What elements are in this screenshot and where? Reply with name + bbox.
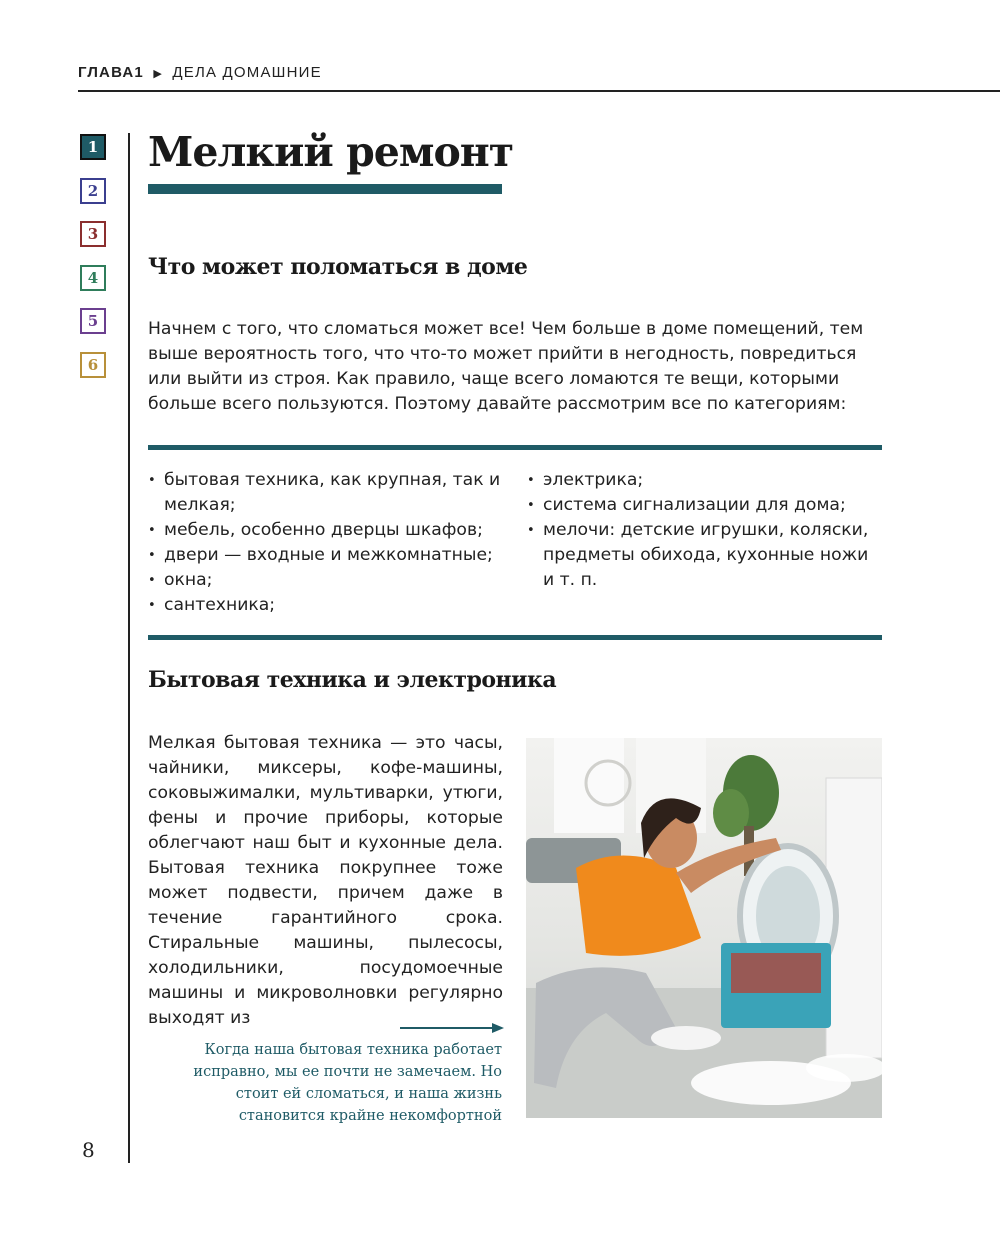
- chapter-nav-3[interactable]: 3: [80, 221, 106, 247]
- page-title: Мелкий ремонт: [148, 128, 514, 176]
- list-item: • система сигнализации для дома;: [527, 493, 882, 518]
- section-heading-breakage: Что может поломаться в доме: [148, 254, 528, 280]
- intro-paragraph: Начнем с того, что сломаться может все! Чем больше в доме помещений, тем выше вероятность того, что что-то может прийти в негодность, повредиться или выйти из строя. Как правило, чаще всего ломаются те вещи, которыми больше всего пользуются. Поэтому давайте рассмотрим все по категориям:: [148, 319, 864, 414]
- title-underline: [148, 184, 502, 194]
- page-number: 8: [82, 1138, 95, 1162]
- photo-caption: Когда наша бытовая техника работает исправно, мы ее почти не замечаем. Но стоит ей сломаться, и наша жизнь становится крайне некомфортной: [193, 1042, 502, 1124]
- header-divider: [78, 90, 1000, 92]
- chapter-nav-6[interactable]: 6: [80, 352, 106, 378]
- margin-divider: [128, 133, 130, 1163]
- chapter-nav-1[interactable]: 1: [80, 134, 106, 160]
- chapter-nav-5[interactable]: 5: [80, 308, 106, 334]
- list-bottom-divider: [148, 635, 882, 640]
- section-label: ДЕЛА ДОМАШНИЕ: [172, 64, 322, 81]
- chapter-nav-2[interactable]: 2: [80, 178, 106, 204]
- chapter-label: ГЛАВА1: [78, 64, 144, 81]
- caption-arrow-icon: [400, 1022, 504, 1034]
- category-list-right: [527, 468, 882, 593]
- list-item: • двери — входные и межкомнатные;: [148, 543, 508, 568]
- running-header: [78, 64, 322, 81]
- woman-washing-machine-photo: [526, 738, 882, 1118]
- list-top-divider: [148, 445, 882, 450]
- arrow-right-icon: ▶: [153, 68, 163, 80]
- list-item: • сантехника;: [148, 593, 508, 618]
- list-item: • электрика;: [527, 468, 882, 493]
- chapter-nav-4[interactable]: 4: [80, 265, 106, 291]
- appliances-paragraph: Мелкая бытовая техника — это часы, чайники, миксеры, кофе-машины, соковыжималки, мультиварки, утюги, фены и прочие приборы, которые облегчают наш быт и кухонные дела. Бытовая техника покрупнее тоже может подвести, причем даже в течение гарантийного срока. Стиральные машины, пылесосы, холодильники, посудомоечные машины и микроволновки регулярно выходят из: [148, 733, 503, 1028]
- category-list-left: [148, 468, 508, 618]
- section-heading-appliances: Бытовая техника и электроника: [148, 667, 557, 693]
- list-item: • окна;: [148, 568, 508, 593]
- list-item: • мелочи: детские игрушки, коляски, предметы обихода, кухонные ножи и т. п.: [527, 518, 882, 593]
- list-item: • бытовая техника, как крупная, так и мелкая;: [148, 468, 508, 518]
- list-item: • мебель, особенно дверцы шкафов;: [148, 518, 508, 543]
